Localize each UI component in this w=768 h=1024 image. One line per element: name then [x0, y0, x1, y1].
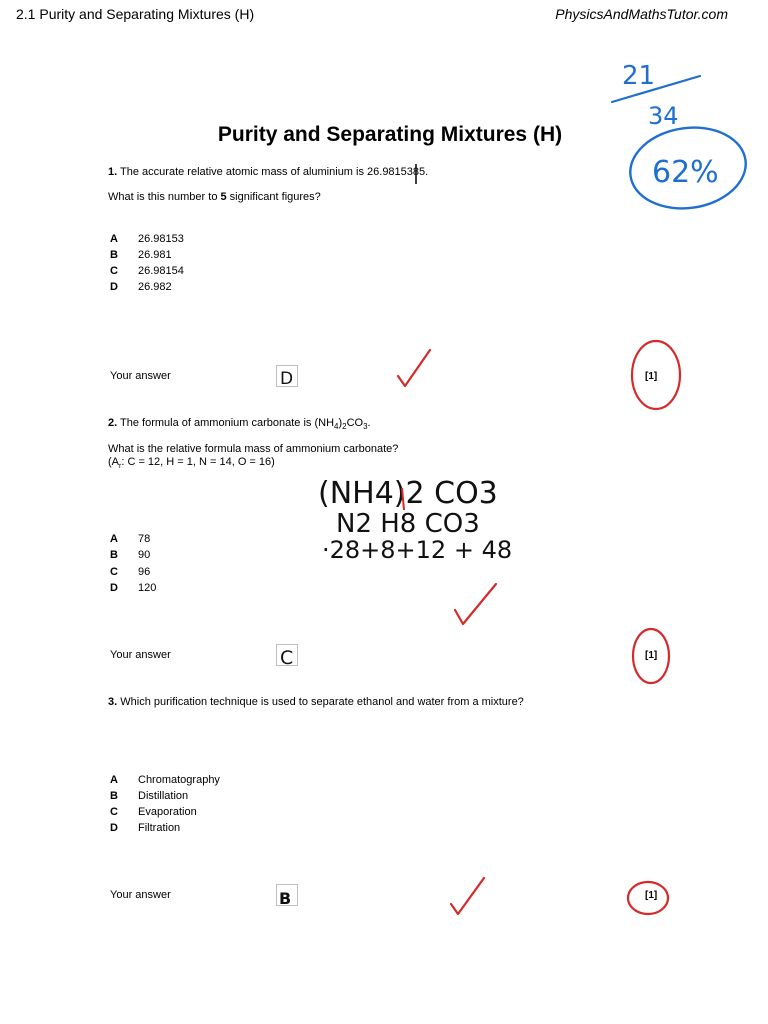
header-title: 2.1 Purity and Separating Mixtures (H): [16, 6, 255, 22]
question-1-text: 1. The accurate relative atomic mass of aluminium is 26.9815385.: [108, 166, 429, 178]
question-2-tick: [455, 584, 496, 624]
question-1-answer-box[interactable]: [276, 365, 298, 387]
header-site: PhysicsAndMathsTutor.com: [555, 6, 728, 22]
question-2-handwritten-answer: C: [280, 647, 294, 669]
question-3-answer-box[interactable]: [276, 884, 298, 906]
question-1-number: 1.: [108, 166, 118, 178]
question-2-mark: [1]: [645, 650, 658, 661]
question-3-your-answer-label: Your answer: [110, 889, 171, 901]
question-2-answer-box[interactable]: [276, 644, 298, 666]
working-line-1: (NH4)2 CO3: [318, 476, 498, 511]
question-2-text: 2. The formula of ammonium carbonate is $(NH_4)_2CO_3$.: [108, 417, 371, 432]
question-3-mark: [1]: [645, 890, 658, 901]
question-1-prompt: What is this number to 5 significant figures?: [108, 191, 321, 203]
page-title: Purity and Separating Mixtures (H): [217, 123, 563, 146]
question-3-handwritten-answer: B: [279, 889, 292, 908]
working-red-mark: [402, 488, 404, 510]
question-1-your-answer-label: Your answer: [110, 370, 171, 382]
score-numerator: 21: [622, 61, 656, 91]
question-2-prompt: What is the relative formula mass of ammonium carbonate?: [108, 443, 399, 455]
question-2-number: 2.: [108, 417, 118, 429]
question-3-tick: [451, 878, 484, 914]
working-line-2: N2 H8 CO3: [336, 509, 480, 539]
question-2-data: ($A_r$: C = 12, H = 1, N = 14, O = 16): [108, 456, 275, 471]
score-fraction-line: [612, 76, 700, 102]
question-3-text: 3. Which purification technique is used to separate ethanol and water from a mixture?: [108, 696, 524, 708]
question-1-tick: [398, 350, 430, 386]
question-1-handwritten-answer: D: [280, 369, 294, 389]
working-line-3: ·28+8+12 + 48: [322, 536, 513, 564]
question-3-number: 3.: [108, 696, 118, 708]
question-1-mark: [1]: [645, 371, 658, 382]
score-percentage: 62%: [652, 155, 719, 190]
score-denominator: 34: [648, 102, 679, 130]
question-2-your-answer-label: Your answer: [110, 649, 171, 661]
